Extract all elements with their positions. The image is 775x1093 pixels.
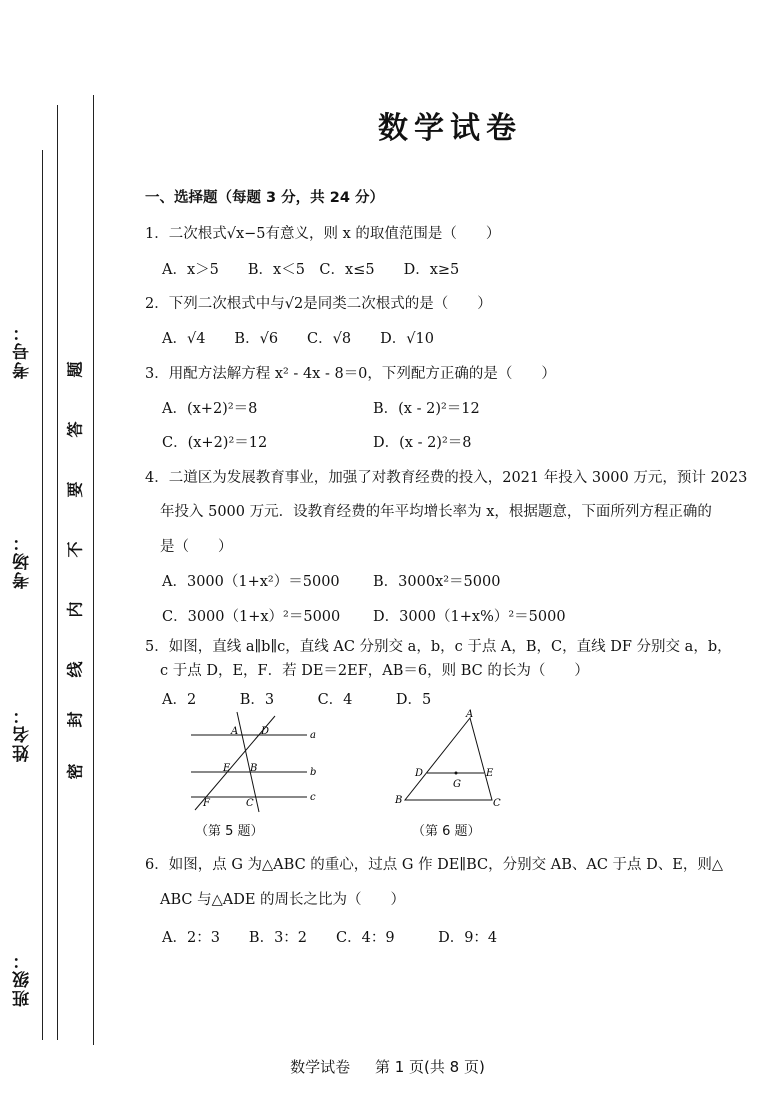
question-3-stem: 3．用配方法解方程 x² - 4x - 8＝0，下列配方正确的是（ ） (145, 366, 556, 382)
question-6-line-2: ABC 与△ADE 的周长之比为（ ） (160, 892, 406, 908)
figure-6 (390, 708, 510, 818)
fig6-label-E: E (486, 768, 494, 779)
footer-page-number: 第 1 页(共 8 页) (374, 1058, 485, 1076)
class-label: 班级： (13, 950, 33, 1007)
seal-char: 封 (65, 711, 85, 728)
question-4-option-b: B．3000x²＝5000 (373, 574, 501, 590)
fig5-label-D: D (261, 726, 270, 737)
question-4-line-3: 是（ ） (160, 539, 233, 555)
question-6-line-1: 6．如图，点 G 为△ABC 的重心，过点 G 作 DE∥BC，分别交 AB、AC 于点 D、E，则△ (145, 857, 723, 873)
question-1-stem: 1．二次根式√x−5有意义，则 x 的取值范围是（ ） (145, 226, 501, 242)
seal-char: 要 (65, 481, 85, 498)
seal-char: 答 (65, 421, 85, 438)
margin-line-left (42, 150, 43, 1040)
footer-subject: 数学试卷 (290, 1058, 351, 1076)
fig5-label-F: F (203, 798, 210, 809)
page-title: 数学试卷 (378, 111, 522, 146)
figure-6-caption: （第 6 题） (412, 824, 481, 839)
margin-line-mid (57, 105, 58, 1040)
seal-char: 内 (65, 601, 85, 618)
fig6-label-C: C (493, 798, 501, 809)
question-5-options: A．2 B．3 C．4 D．5 (162, 692, 432, 708)
fig5-label-C: C (246, 798, 254, 809)
question-3-option-c: C．(x+2)²＝12 (162, 435, 268, 451)
question-3-option-a: A．(x+2)²＝8 (162, 401, 258, 417)
fig5-label-A: A (231, 726, 239, 737)
question-3-option-b: B．(x - 2)²＝12 (373, 401, 480, 417)
seal-char: 不 (65, 541, 85, 558)
exam-number-label: 考号： (13, 322, 33, 379)
question-4-option-a: A．3000（1+x²）＝5000 (162, 574, 340, 590)
question-3-option-d: D．(x - 2)²＝8 (373, 435, 472, 451)
fig6-label-D: D (415, 768, 424, 779)
fig6-label-A: A (466, 709, 474, 720)
fig5-label-c: c (310, 792, 316, 803)
question-2-options: A．√4 B．√6 C．√8 D．√10 (162, 331, 434, 347)
centroid-point (455, 772, 458, 775)
section-heading: 一、选择题（每题 3 分，共 24 分） (145, 190, 384, 206)
seal-char: 密 (65, 763, 85, 780)
fig5-label-a: a (310, 730, 316, 741)
question-5-line-2: c 于点 D，E，F．若 DE＝2EF，AB＝6，则 BC 的长为（ ） (160, 663, 589, 679)
fig5-label-b: b (310, 767, 317, 778)
question-6-options: A．2：3 B．3：2 C．4：9 D．9：4 (162, 930, 498, 946)
name-label: 姓名： (13, 705, 33, 762)
question-4-line-1: 4．二道区为发展教育事业，加强了对教育经费的投入，2021 年投入 3000 万元，预计 2023 (145, 470, 748, 486)
fig5-label-B: B (250, 763, 258, 774)
fig6-label-B: B (395, 795, 403, 806)
question-4-option-c: C．3000（1+x）²＝5000 (162, 609, 341, 625)
question-5-line-1: 5．如图，直线 a∥b∥c，直线 AC 分别交 a，b，c 于点 A，B，C，直线 DF 分别交 a，b， (145, 639, 732, 655)
page-footer (0, 1056, 775, 1077)
question-4-line-2: 年投入 5000 万元．设教育经费的年平均增长率为 x，根据题意，下面所列方程正确的 (160, 504, 712, 520)
question-2-stem: 2．下列二次根式中与√2是同类二次根式的是（ ） (145, 296, 492, 312)
question-1-options: A．x＞5 B．x＜5 C．x≤5 D．x≥5 (162, 262, 460, 278)
exam-room-label: 考场： (13, 532, 33, 589)
fig6-label-G: G (453, 779, 461, 790)
figure-5 (185, 708, 325, 818)
question-4-option-d: D．3000（1+x%）²＝5000 (373, 609, 566, 625)
seal-char: 题 (65, 361, 85, 378)
figure-5-caption: （第 5 题） (195, 824, 264, 839)
fig5-label-E: E (223, 763, 231, 774)
margin-line-right (93, 95, 94, 1045)
seal-char: 线 (65, 661, 85, 678)
